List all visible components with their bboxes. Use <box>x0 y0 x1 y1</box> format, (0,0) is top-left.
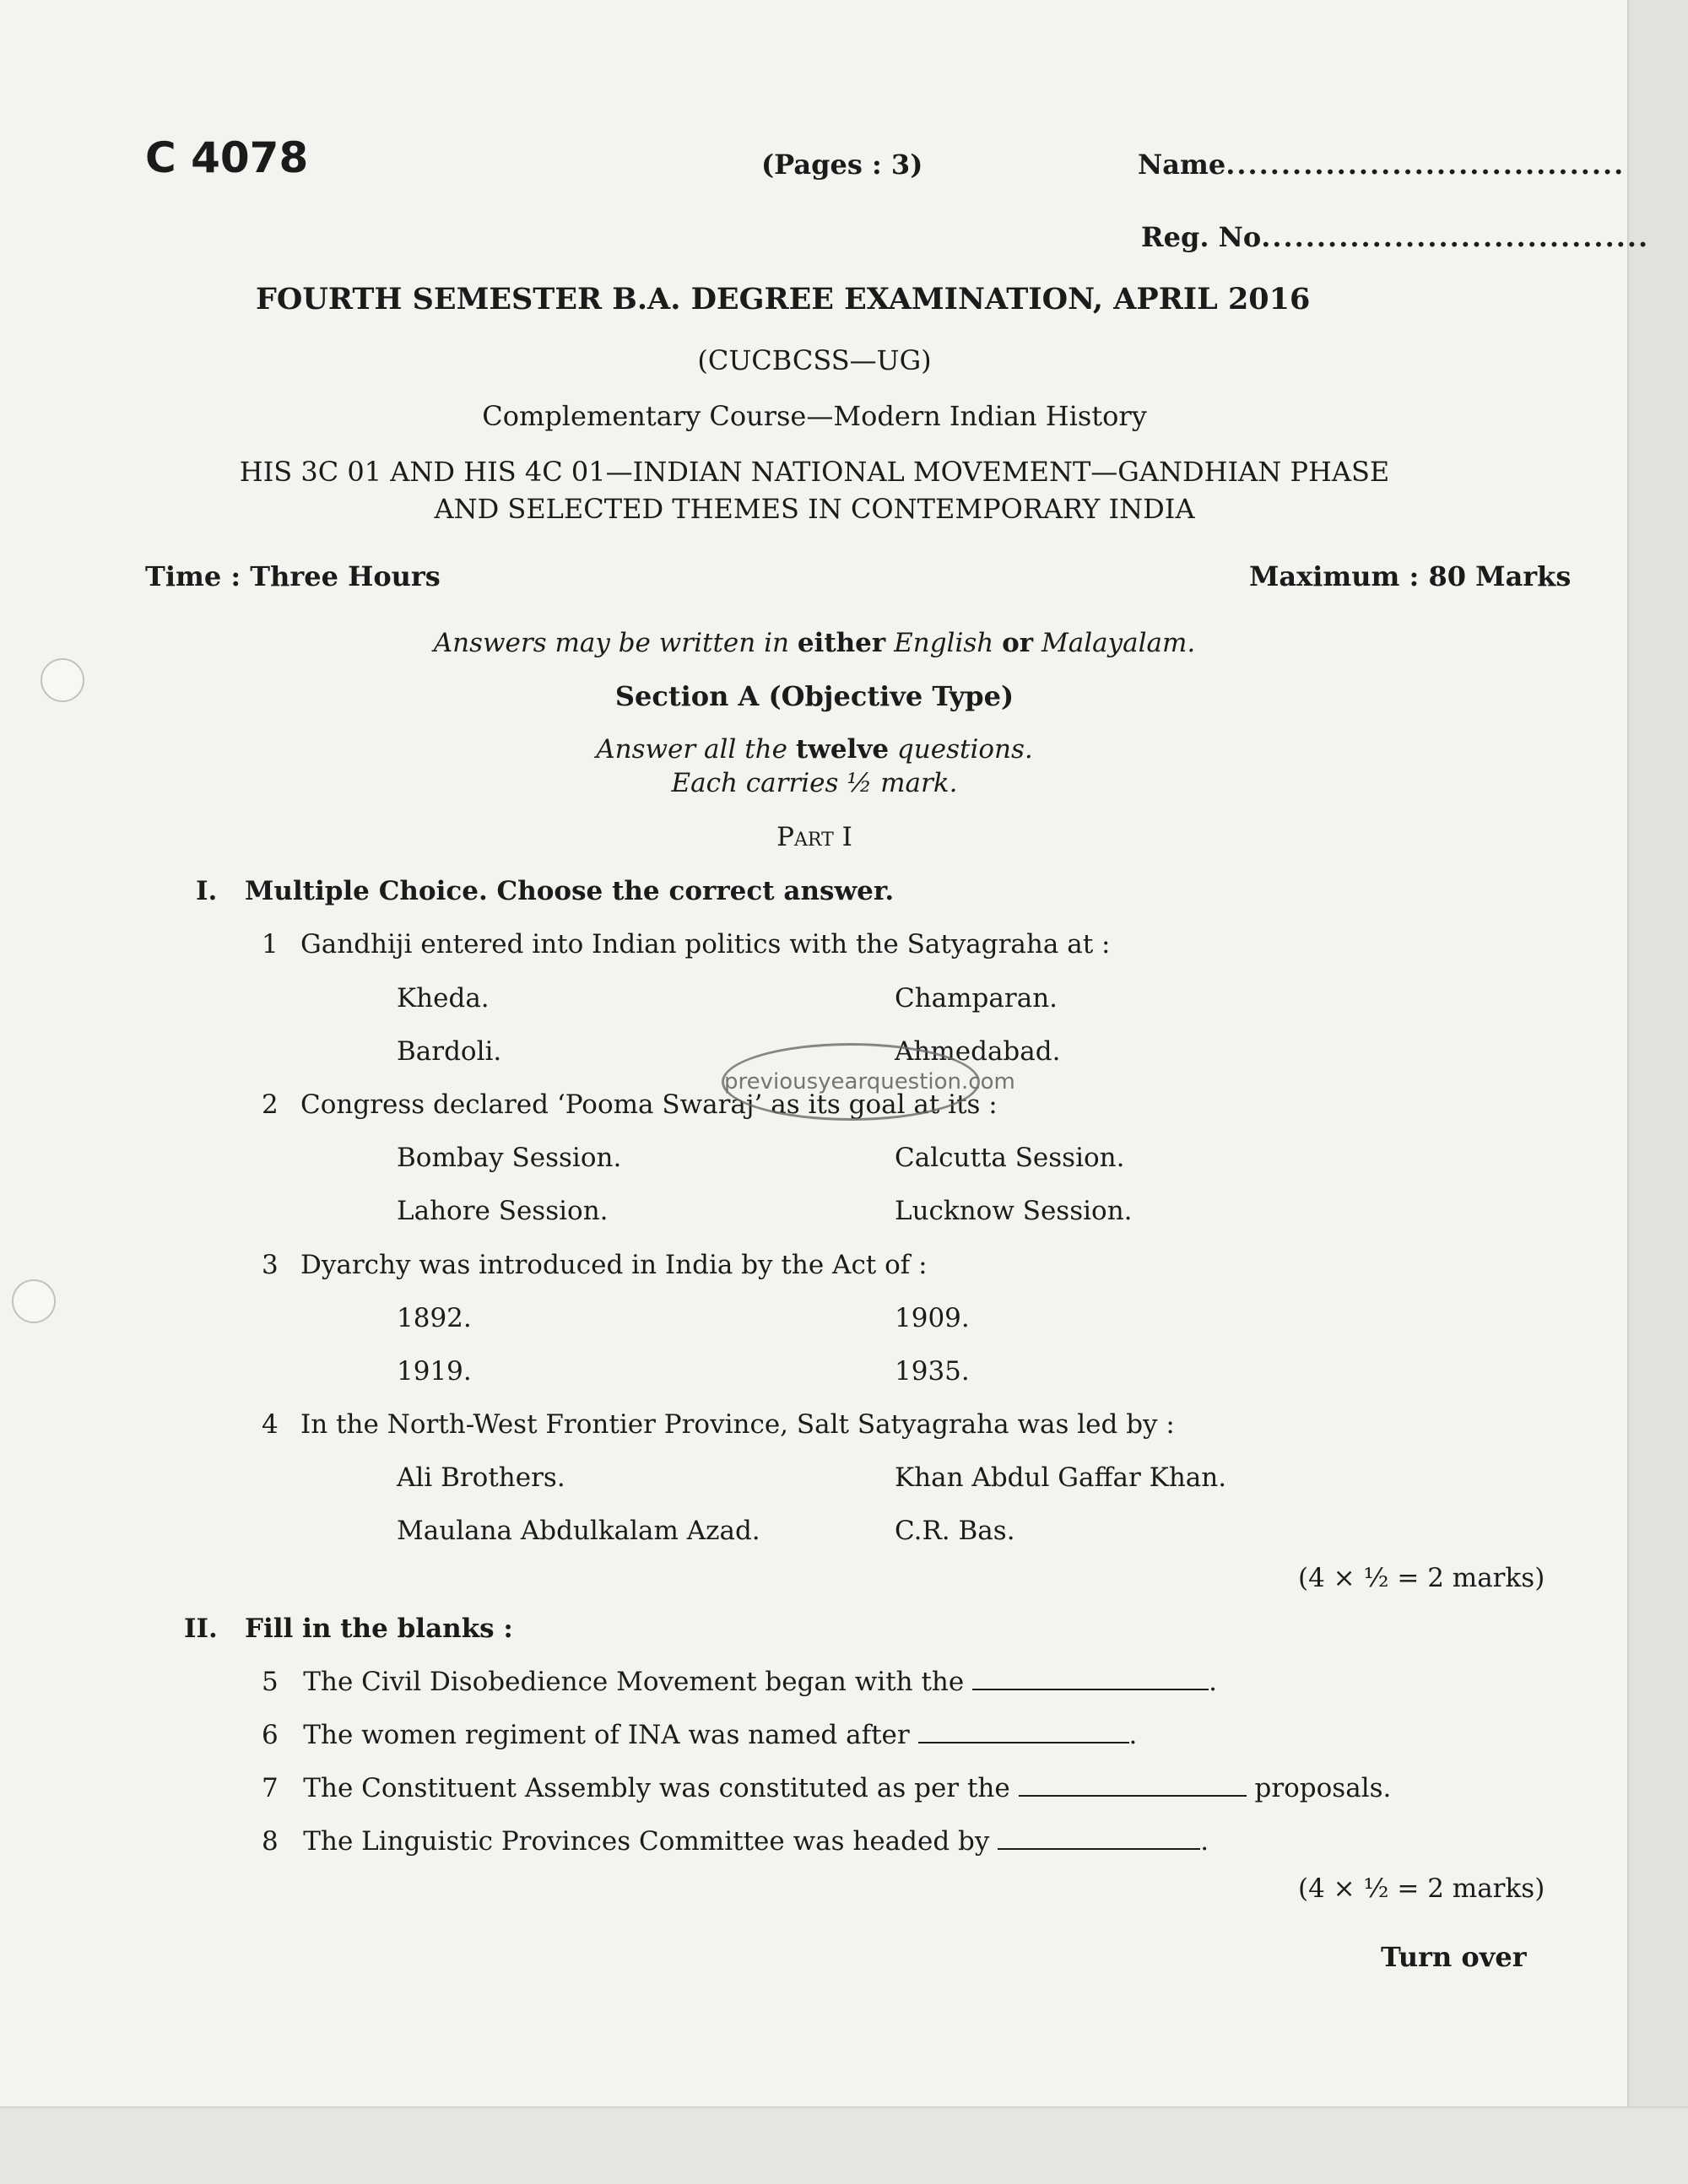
fill-text: The Civil Disobedience Movement began with the <box>303 1667 965 1697</box>
page-edge-bottom <box>0 2106 1688 2184</box>
answer-blank <box>972 1670 1209 1690</box>
question-text: Congress declared ‘Pooma Swaraj’ as its goal at its : <box>300 1089 998 1120</box>
paper-title-line2: AND SELECTED THEMES IN CONTEMPORARY INDIA <box>434 493 1195 525</box>
question-number: 4 <box>262 1409 279 1440</box>
name-dots: .................................... <box>1225 149 1626 181</box>
name-label: Name <box>1138 149 1226 181</box>
option-d: 1935. <box>895 1356 970 1387</box>
maximum-marks: Maximum : 80 Marks <box>1249 560 1572 592</box>
question-group-roman: II. <box>184 1614 218 1644</box>
course-name: Complementary Course—Modern Indian History <box>482 400 1147 432</box>
turn-over: Turn over <box>1381 1941 1527 1973</box>
mcq-marks: (4 × ½ = 2 marks) <box>1298 1563 1545 1593</box>
question-number: 6 <box>262 1720 279 1750</box>
option-c: 1919. <box>397 1356 472 1387</box>
punch-hole-bottom <box>12 1279 56 1323</box>
fill-item: 5 The Civil Disobedience Movement began with the . <box>262 1667 1217 1697</box>
watermark-stamp: previousyearquestion.com <box>722 1043 980 1121</box>
option-b: Calcutta Session. <box>895 1143 1125 1173</box>
fill-marks: (4 × ½ = 2 marks) <box>1298 1873 1545 1904</box>
option-d: Lucknow Session. <box>895 1196 1133 1226</box>
question-number: 7 <box>262 1773 279 1803</box>
fill-text: The women regiment of INA was named after <box>303 1720 910 1750</box>
section-a-title: Section A (Objective Type) <box>614 680 1014 712</box>
question-number: 2 <box>262 1089 279 1120</box>
option-b: Khan Abdul Gaffar Khan. <box>895 1462 1227 1493</box>
name-field <box>1138 149 1625 181</box>
page-edge-right <box>1627 0 1688 2184</box>
fill-text: The Linguistic Provinces Committee was headed by <box>303 1826 990 1857</box>
option-a: Kheda. <box>397 983 490 1014</box>
part-heading: Part I <box>776 822 852 852</box>
question-number: 5 <box>262 1667 279 1697</box>
paper-code: C 4078 <box>145 133 309 182</box>
exam-scheme: (CUCBCSS—UG) <box>697 344 932 376</box>
option-b: 1909. <box>895 1303 970 1333</box>
language-note: Answers may be written in either English or Malayalam. <box>433 628 1196 658</box>
option-c: Lahore Session. <box>397 1196 609 1226</box>
fill-item: 7 The Constituent Assembly was constituted as per the proposals. <box>262 1773 1392 1803</box>
time-allowed: Time : Three Hours <box>145 560 441 592</box>
option-c: Bardoli. <box>397 1036 502 1067</box>
reg-dots: ................................... <box>1261 221 1650 253</box>
question-number: 3 <box>262 1250 279 1280</box>
reg-no-field <box>1141 221 1649 253</box>
fill-item: 8 The Linguistic Provinces Committee was headed by . <box>262 1826 1209 1857</box>
mcq-heading: Multiple Choice. Choose the correct answer. <box>245 876 895 906</box>
fill-item: 6 The women regiment of INA was named after . <box>262 1720 1138 1750</box>
fill-text: The Constituent Assembly was constituted as per the <box>303 1773 1010 1803</box>
option-c: Maulana Abdulkalam Azad. <box>397 1516 760 1546</box>
question-number: 1 <box>262 929 279 960</box>
pages-count: (Pages : 3) <box>761 149 923 181</box>
question-text: In the North-West Frontier Province, Salt Satyagraha was led by : <box>300 1409 1175 1440</box>
question-number: 8 <box>262 1826 279 1857</box>
option-d: C.R. Bas. <box>895 1516 1015 1546</box>
answer-blank <box>998 1830 1200 1850</box>
paper-title-line1: HIS 3C 01 AND HIS 4C 01—INDIAN NATIONAL MOVEMENT—GANDHIAN PHASE <box>239 456 1390 488</box>
option-a: 1892. <box>397 1303 472 1333</box>
question-group-roman: I. <box>196 876 218 906</box>
section-a-marks-note: Each carries ½ mark. <box>671 768 958 798</box>
option-b: Champaran. <box>895 983 1058 1014</box>
answer-blank <box>1019 1776 1247 1797</box>
reg-label: Reg. No <box>1141 221 1262 253</box>
question-text: Gandhiji entered into Indian politics with the Satyagraha at : <box>300 929 1111 960</box>
question-text: Dyarchy was introduced in India by the Act of : <box>300 1250 928 1280</box>
fill-heading: Fill in the blanks : <box>245 1614 513 1644</box>
option-a: Bombay Session. <box>397 1143 622 1173</box>
exam-title: FOURTH SEMESTER B.A. DEGREE EXAMINATION, APRIL 2016 <box>256 282 1311 316</box>
option-d: Ahmedabad. <box>895 1036 1061 1067</box>
option-a: Ali Brothers. <box>397 1462 565 1493</box>
answer-blank <box>918 1723 1129 1743</box>
section-a-instruction: Answer all the twelve questions. <box>596 734 1033 765</box>
